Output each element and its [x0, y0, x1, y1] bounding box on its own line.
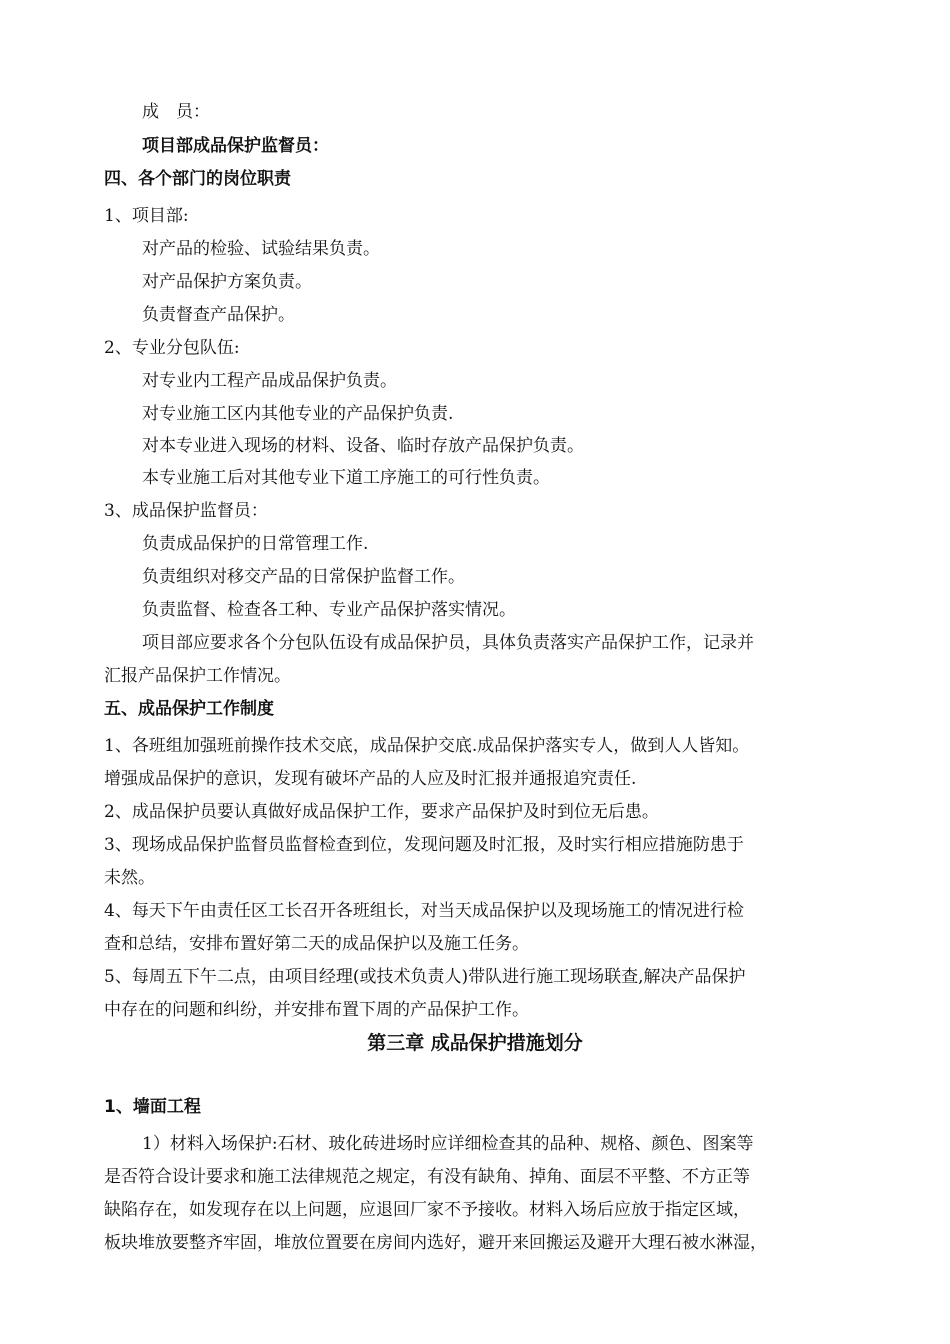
- section5-line: 1、各班组加强班前操作技术交底，成品保护交底.成品保护落实专人，做到人人皆知。: [104, 736, 750, 756]
- item-3-line: 负责组织对移交产品的日常保护监督工作。: [142, 567, 465, 587]
- item-2-line: 本专业施工后对其他专业下道工序施工的可行性负责。: [142, 468, 550, 488]
- item-1-line: 负责督查产品保护。: [142, 305, 295, 325]
- item-2-title: 2、专业分包队伍:: [104, 338, 240, 358]
- item-1-line: 对产品保护方案负责。: [142, 272, 312, 292]
- item-2-line: 对专业内工程产品成品保护负责。: [142, 371, 397, 391]
- supervisor-label: 项目部成品保护监督员：: [142, 136, 329, 156]
- chapter-line: 板块堆放要整齐牢固，堆放位置要在房间内选好，避开来回搬运及避开大理石被水淋湿，: [104, 1233, 767, 1253]
- section5-line: 5、每周五下午二点，由项目经理(或技术负责人)带队进行施工现场联查,解决产品保护: [104, 967, 746, 987]
- item-3-line: 负责成品保护的日常管理工作.: [142, 534, 369, 554]
- section5-heading: 五、成品保护工作制度: [104, 699, 274, 719]
- item-2-line: 对本专业进入现场的材料、设备、临时存放产品保护负责。: [142, 436, 584, 456]
- chapter-subheading: 1、墙面工程: [104, 1097, 201, 1117]
- section5-line: 3、现场成品保护监督员监督检查到位，发现问题及时汇报，及时实行相应措施防患于: [104, 835, 744, 855]
- item-3-line: 负责监督、检查各工种、专业产品保护落实情况。: [142, 600, 516, 620]
- paragraph-line: 汇报产品保护工作情况。: [104, 666, 291, 686]
- members-label: 成 员：: [142, 102, 210, 122]
- chapter-title: 第三章 成品保护措施划分: [367, 1032, 583, 1054]
- paragraph-line: 项目部应要求各个分包队伍设有成品保护员，具体负责落实产品保护工作，记录并: [142, 633, 754, 653]
- section5-line: 未然。: [104, 868, 155, 888]
- chapter-line: 缺陷存在，如发现存在以上问题，应退回厂家不予接收。材料入场后应放于指定区域，: [104, 1200, 750, 1220]
- chapter-line: 是否符合设计要求和施工法律规范之规定，有没有缺角、掉角、面层不平整、不方正等: [104, 1167, 750, 1187]
- item-1-line: 对产品的检验、试验结果负责。: [142, 239, 380, 259]
- item-3-title: 3、成品保护监督员：: [104, 501, 268, 521]
- section5-line: 2、成品保护员要认真做好成品保护工作，要求产品保护及时到位无后患。: [104, 802, 659, 822]
- chapter-line: 1）材料入场保护:石材、玻化砖进场时应详细检查其的品种、规格、颜色、图案等: [142, 1134, 754, 1154]
- section5-line: 4、每天下午由责任区工长召开各班组长，对当天成品保护以及现场施工的情况进行检: [104, 901, 744, 921]
- section4-heading: 四、各个部门的岗位职责: [104, 169, 291, 189]
- section5-line: 增强成品保护的意识，发现有破坏产品的人应及时汇报并通报追究责任.: [104, 769, 637, 789]
- section5-line: 中存在的问题和纠纷，并安排布置下周的产品保护工作。: [104, 1000, 529, 1020]
- item-2-line: 对专业施工区内其他专业的产品保护负责.: [142, 404, 454, 424]
- section5-line: 查和总结，安排布置好第二天的成品保护以及施工任务。: [104, 934, 529, 954]
- item-1-title: 1、项目部:: [104, 206, 189, 226]
